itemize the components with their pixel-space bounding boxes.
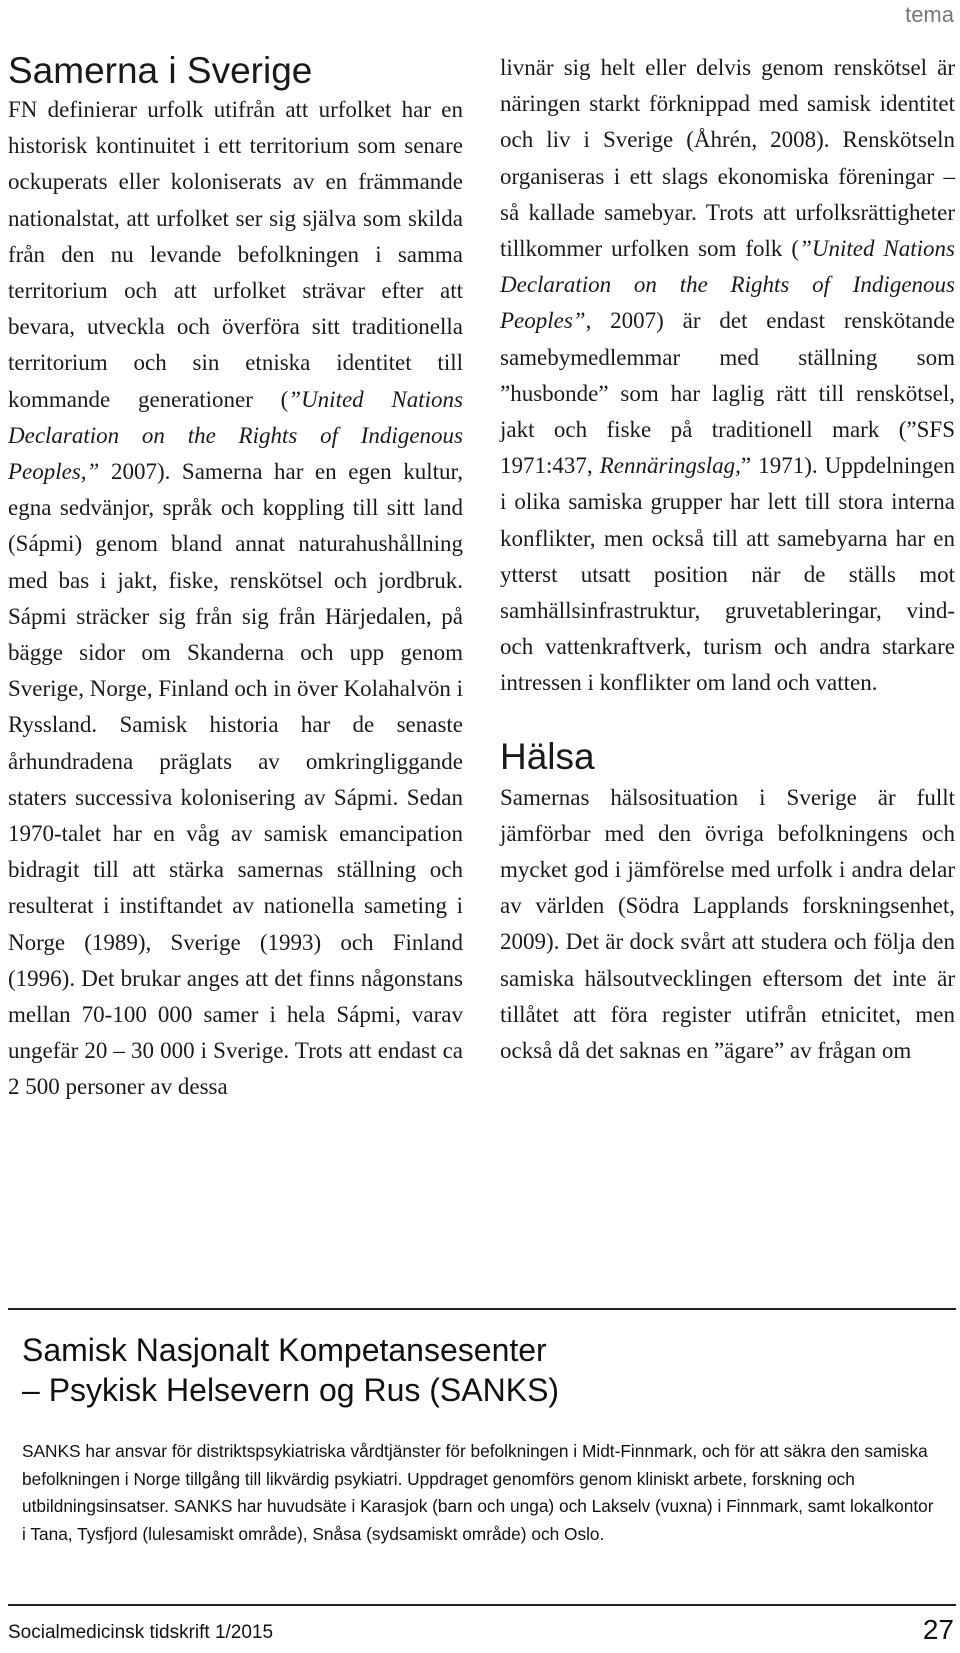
citation: ”United Nations Declaration on the Rights of Indigenous Peoples” (500, 236, 955, 334)
health-paragraph: Samernas hälsosituation i Sverige är fullt jämförbar med den övriga befolkningens och mycket god i jämförelse med urfolk i andra delar av världen (Södra Lapplands forskningsenhet, 2009). Det är dock svårt att studera och följa den samiska hälsoutvecklingen eftersom det inte är tillåtet att föra register utifrån etnicitet, men också då det saknas en ”ägare” av frågan om (500, 784, 955, 1064)
info-box-title-line: – Psykisk Helsevern og Rus (SANKS) (22, 1372, 560, 1408)
body-paragraph-right (500, 50, 955, 702)
body-text: ” 1971). Uppdelningen i olika samiska grupper har lett till stora interna konflikter, men också till att samebyarna har en ytterst utsatt position när de ställs mot samhällsinfrastruktur, gruvetableringar, vind- och vattenkraftverk, turism och andra starkare intressen i konflikter om land och vatten. (500, 453, 955, 696)
right-column (500, 50, 955, 1069)
body-text: , 2007) är det endast renskötande samebymedlemmar med ställning som ”husbonde” som har laglig rätt till renskötsel, jakt och fiske på traditionell mark (”SFS 1971:437, (500, 308, 955, 479)
info-box-title-line: Samisk Nasjonalt Kompetansesenter (22, 1332, 547, 1368)
body-text: livnär sig helt eller delvis genom renskötsel är näringen starkt förknippad med samisk identitet och liv i Sverige (Åhrén, 2008). Renskötseln organiseras i ett slags ekonomiska föreningar – så kallade samebyar. Trots att urfolksrättigheter tillkommer urfolken som folk ( (500, 55, 955, 262)
info-box-title (22, 1330, 956, 1410)
citation: ”United Nations Declaration on the Rights of Indigenous Peoples,” (8, 386, 463, 485)
left-column (8, 50, 463, 1106)
info-box-text: SANKS har ansvar för distriktspsykiatriska vårdtjänster för befolkningen i Midt-Finnmark, och för att säkra den samiska befolkningen i Norge tillgång till likvärdig psykiatri. Uppdraget genomförs genom kliniskt arbete, forskning och utbildningsinsatser. SANKS har huvudsäte i Karasjok (barn och unga) och Lakselv (vuxna) i Finnmark, samt lokalkontor i Tana, Tysfjord (lulesamiskt område), Snåsa (sydsamiskt område) och Oslo. (22, 1441, 934, 1544)
citation: Rennäringslag, (599, 453, 741, 479)
journal-name: Socialmedicinsk tidskrift 1/2015 (8, 1622, 274, 1643)
article-title: Samerna i Sverige (8, 50, 313, 91)
body-text: FN definierar urfolk utifrån att urfolket har en historisk kontinuitet i ett territorium som senare ockuperats eller koloniserats av en främmande nationalstat, att urfolket ser sig själva som skilda från den nu levande befolkningen i samma territorium och att urfolket strävar efter att bevara, utveckla och överföra sitt traditionella territorium och sin etniska identitet till kommande generationer ( (8, 97, 463, 412)
info-box (8, 1308, 956, 1606)
section-tag: tema (905, 2, 954, 27)
section-subtitle: Hälsa (500, 735, 595, 777)
body-paragraph-left (8, 92, 463, 1106)
page-number: 27 (922, 1614, 954, 1645)
body-text: 2007). Samerna har en egen kultur, egna sedvänjor, språk och koppling till sitt land (Sápmi) genom bland annat naturahushållning med bas i jakt, fiske, renskötsel och jordbruk. Sápmi sträcker sig från sig från Härjedalen, på bägge sidor om Skanderna och upp genom Sverige, Norge, Finland och in över Kolahalvön i Ryssland. Samisk historia har de senaste århundradena präglats av omkringliggande staters successiva kolonisering av Sápmi. Sedan 1970-talet har en våg av samisk emancipation bidragit till att stärka samernas ställning och resulterat i instiftandet av nationella sameting i Norge (1989), Sverige (1993) och Finland (1996). Det brukar anges att det finns någonstans mellan 70-100 000 samer i hela Sápmi, varav ungefär 20 – 30 000 i Sverige. Trots att endast ca 2 500 personer av dessa (8, 459, 464, 1100)
